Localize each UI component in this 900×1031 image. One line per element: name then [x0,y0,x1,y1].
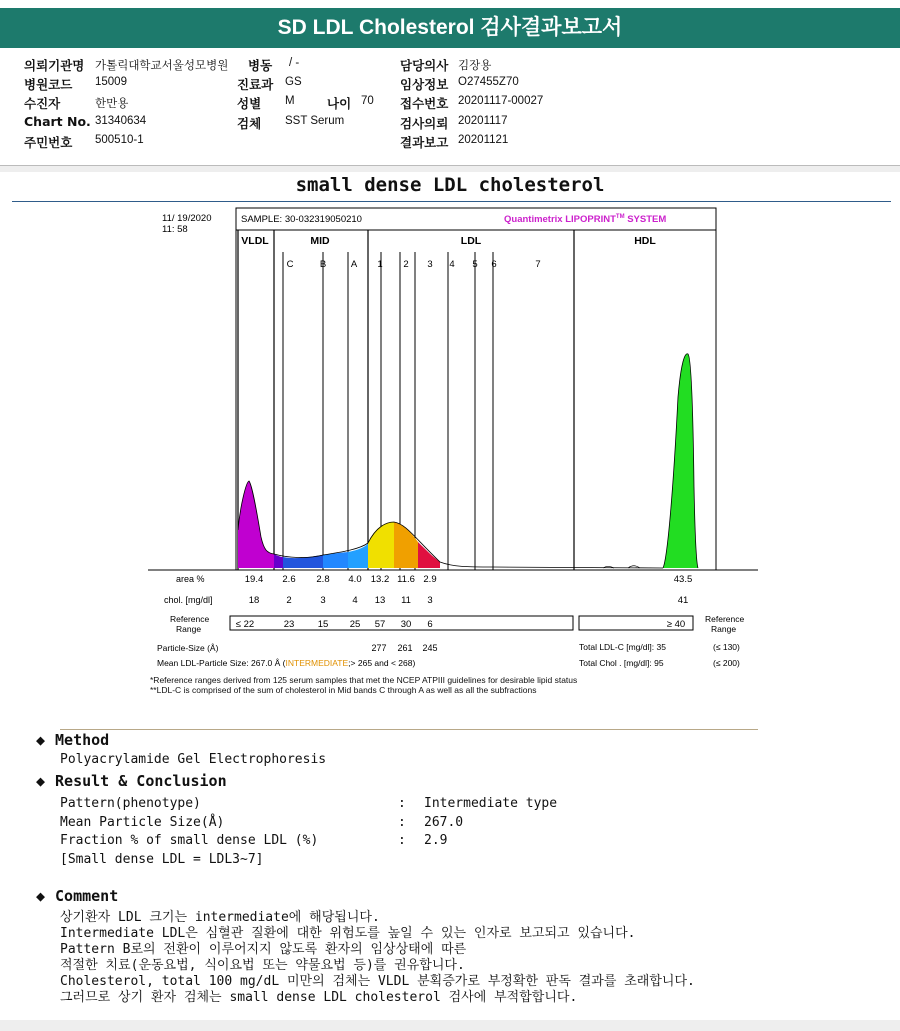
group-label-ldl: LDL [460,235,482,247]
ref-label-1: Reference [170,614,210,624]
comment-line: Cholesterol, total 100 mg/dL 미만의 검체는 VLDL 분획증가로 부정확한 판독 결과를 초래합니다. [60,974,695,989]
band-label-1: 1 [377,259,383,270]
section-gap [0,166,900,172]
receipt-no-label: 접수번호 [400,96,449,111]
ref-label-2: Range [176,624,202,634]
dept-value: GS [285,76,302,88]
comment-line: Intermediate LDL은 심혈관 질환에 대한 위험도를 높일 수 있는 인자로 보고되고 있습니다. [60,926,636,941]
band-label-5: 5 [472,259,478,270]
mean-size-flag: INTERMEDIATE [285,658,349,668]
area-value: 43.5 [673,574,693,585]
band-label-c: C [286,259,294,270]
hospital-code-label: 병원코드 [24,77,73,92]
comment-heading-text: Comment [55,887,119,905]
comment-line: 상기환자 LDL 크기는 intermediate에 해당됩니다. [60,910,380,925]
report-date: 11/ 19/2020 [162,213,212,224]
ref-value: 57 [374,619,386,630]
chol-value: 3 [320,595,326,606]
comment-heading [36,887,118,905]
comment-line: 적절한 치료(운동요법, 식이요법 또는 약물요법 등)를 권유합니다. [60,958,465,973]
chol-value: 3 [427,595,433,606]
resident-no-label: 주민번호 [24,135,73,150]
method-text: Polyacrylamide Gel Electrophoresis [60,752,327,767]
ward-value: / - [289,57,300,69]
report-date-value: 20201121 [458,134,509,146]
area-value: 13.2 [370,574,390,585]
report-background [148,207,758,674]
brand-name: Quantimetrix LIPOPRINT [504,214,616,225]
group-label-hdl: HDL [634,235,656,247]
particle-size-value: 245 [422,643,438,653]
result-colon: : [398,796,406,811]
comment-line: Pattern B로의 전환이 이루어지지 않도록 환자의 임상상태에 따른 [60,942,467,957]
result-label-size: Mean Particle Size(Å) [60,815,225,830]
comment-line: 그러므로 상기 환자 검체는 small dense LDL cholesterol 검사에 부적합합니다. [60,990,578,1005]
result-colon: : [398,815,406,830]
hospital-value: 가톨릭대학교서울성모병원 [95,60,229,72]
result-colon: : [398,833,406,848]
request-date-value: 20201117 [458,115,508,127]
band-label-6: 6 [491,259,497,270]
specimen-label: 검체 [237,116,262,131]
area-label: area % [176,574,205,584]
report-date-label: 결과보고 [400,135,449,150]
total-ldl-label: Total LDL-C [mg/dl]: 35 [579,642,666,652]
ref-value: 15 [317,619,329,630]
group-label-vldl: VLDL [241,235,269,247]
report-time: 11: 58 [162,224,188,235]
particle-size-value: 277 [371,643,387,653]
result-heading-text: Result & Conclusion [55,772,227,790]
page-bottom-bar [0,1020,900,1031]
ref-value: 30 [400,619,412,630]
dept-label: 진료과 [237,77,274,92]
result-value-fraction: 2.9 [424,833,448,848]
mean-size-tail: ;> 265 and < 268) [348,658,416,668]
method-heading [36,731,109,749]
doctor-value: 김장용 [458,60,492,72]
result-heading [36,772,227,790]
band-label-a: A [350,259,358,270]
particle-label: Particle-Size (Å) [157,643,219,653]
brand-tm: TM [615,214,625,220]
age-value: 70 [361,95,374,107]
chol-value: 11 [401,595,411,606]
total-chol-label: Total Chol . [mg/dl]: 95 [579,658,664,668]
hospital-label: 의뢰기관명 [24,58,85,73]
section-divider [60,729,758,730]
total-ldl-ref: (≤ 130) [713,642,740,652]
ref-value: ≥ 40 [666,619,686,630]
total-chol-ref: (≤ 200) [713,658,740,668]
method-heading-text: Method [55,731,110,749]
specimen-value: SST Serum [285,115,345,127]
result-label-fraction: Fraction % of small dense LDL (%) [60,833,319,848]
result-value-size: 267.0 [424,815,464,830]
particle-row [371,643,437,653]
ward-label: 병동 [248,58,273,73]
sex-label: 성별 [237,96,262,111]
doctor-label: 담당의사 [400,58,449,73]
brand-label [504,214,666,225]
chart-no-value: 31340634 [95,115,147,127]
area-value: 4.0 [348,574,362,585]
subtitle-rule [12,201,891,202]
report-title: SD LDL Cholesterol 검사결과보고서 [0,8,900,48]
lipoprint-report [148,207,758,674]
chol-value: 41 [677,595,689,606]
age-label: 나이 [327,96,352,111]
footnote-2: **LDL-C is comprised of the sum of cholesterol in Mid bands C through A as well as all the subfractions [150,685,537,695]
band-label-2: 2 [403,259,409,270]
area-value: 19.4 [244,574,264,585]
footnote-1: *Reference ranges derived from 125 serum samples that met the NCEP ATPIII guidelines for desirable lipid status [150,675,578,685]
chol-value: 18 [248,595,260,606]
ref-value: ≤ 22 [235,619,255,630]
sex-value: M [285,95,295,107]
particle-size-value: 261 [397,643,413,653]
diamond-icon: ◆ [36,731,46,749]
result-label-pattern: Pattern(phenotype) [60,796,201,811]
receipt-no-value: 20201117-00027 [458,95,544,107]
result-value-pattern: Intermediate type [424,796,558,811]
patient-label: 수진자 [24,96,61,111]
chol-value: 2 [286,595,292,606]
chol-label: chol. [mg/dl] [164,595,213,605]
area-value: 2.6 [282,574,296,585]
section-subtitle: small dense LDL cholesterol [295,174,605,196]
ref-value: 6 [427,619,433,630]
band-label-b: B [319,259,327,270]
area-value: 2.9 [423,574,437,585]
band-label-4: 4 [449,259,455,270]
band-label-7: 7 [535,259,541,270]
mean-size-label: Mean LDL-Particle Size: 267.0 Å ( [157,658,286,668]
band-label-3: 3 [427,259,433,270]
chart-no-label: Chart No. [24,114,91,129]
result-footnote: [Small dense LDL = LDL3~7] [60,852,264,867]
clinical-info-value: O27455Z70 [458,76,519,88]
ref-value: 25 [349,619,361,630]
patient-header [0,48,900,167]
hospital-code-value: 15009 [95,76,127,88]
area-value: 2.8 [316,574,330,585]
area-value: 11.6 [397,574,415,585]
chol-value: 4 [352,595,358,606]
resident-no-value: 500510-1 [95,134,144,146]
chol-value: 13 [374,595,386,606]
diamond-icon: ◆ [36,887,46,905]
brand-tail: SYSTEM [624,214,667,225]
sample-id: SAMPLE: 30-032319050210 [241,214,362,225]
ref-right-2: Range [711,624,737,634]
diamond-icon: ◆ [36,772,46,790]
ref-value: 23 [283,619,295,630]
clinical-info-label: 임상정보 [400,77,449,92]
patient-value: 한만용 [95,98,129,110]
group-label-mid: MID [310,235,330,247]
ref-right-1: Reference [705,614,745,624]
mean-size-line [157,658,415,668]
request-date-label: 검사의뢰 [400,116,449,131]
